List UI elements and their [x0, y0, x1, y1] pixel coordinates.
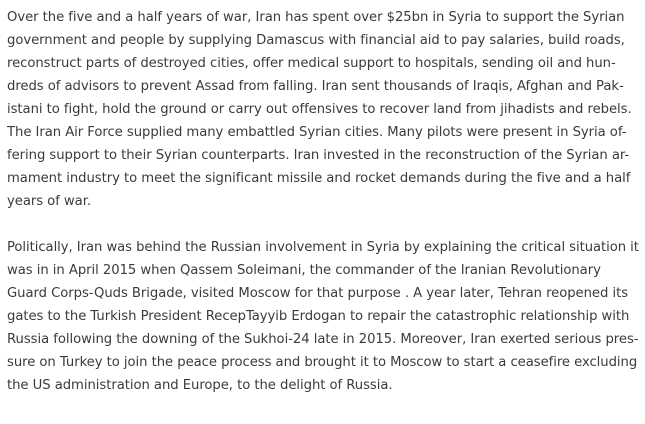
paragraph-iran-support	[7, 6, 639, 213]
text-line: istani to fight, hold the ground or carry out offensives to recover land from jihadists and rebels.	[7, 102, 632, 117]
text-line: Russia following the downing of the Sukhoi-24 late in 2015. Moreover, Iran exerted serious pres-	[7, 332, 639, 347]
text-line: Guard Corps-Quds Brigade, visited Moscow for that purpose . A year later, Tehran reopened its	[7, 286, 629, 301]
text-line: reconstruct parts of destroyed cities, offer medical support to hospitals, sending oil and hun-	[7, 56, 616, 71]
text-line: gates to the Turkish President RecepTayyib Erdogan to repair the catastrophic relationship with	[7, 309, 630, 324]
article-body	[7, 6, 639, 397]
text-line: government and people by supplying Damascus with financial aid to pay salaries, build roads,	[7, 33, 625, 48]
paragraph-politics	[7, 236, 639, 397]
text-line: the US administration and Europe, to the delight of Russia.	[7, 378, 393, 393]
text-line: years of war.	[7, 194, 92, 209]
text-line: Over the five and a half years of war, Iran has spent over $25bn in Syria to support the Syrian	[7, 10, 625, 25]
text-line: sure on Turkey to join the peace process and brought it to Moscow to start a ceasefire excluding	[7, 355, 638, 370]
paragraph-spacer	[7, 213, 639, 236]
text-line: dreds of advisors to prevent Assad from falling. Iran sent thousands of Iraqis, Afghan and Pak-	[7, 79, 624, 94]
text-line: The Iran Air Force supplied many embattled Syrian cities. Many pilots were present in Syria of-	[7, 125, 627, 140]
text-line: mament industry to meet the significant missile and rocket demands during the five and a half	[7, 171, 631, 186]
text-line: Politically, Iran was behind the Russian involvement in Syria by explaining the critical situation it	[7, 240, 639, 255]
text-line: was in in April 2015 when Qassem Soleimani, the commander of the Iranian Revolutionary	[7, 263, 601, 278]
text-line: fering support to their Syrian counterparts. Iran invested in the reconstruction of the Syrian ar-	[7, 148, 630, 163]
